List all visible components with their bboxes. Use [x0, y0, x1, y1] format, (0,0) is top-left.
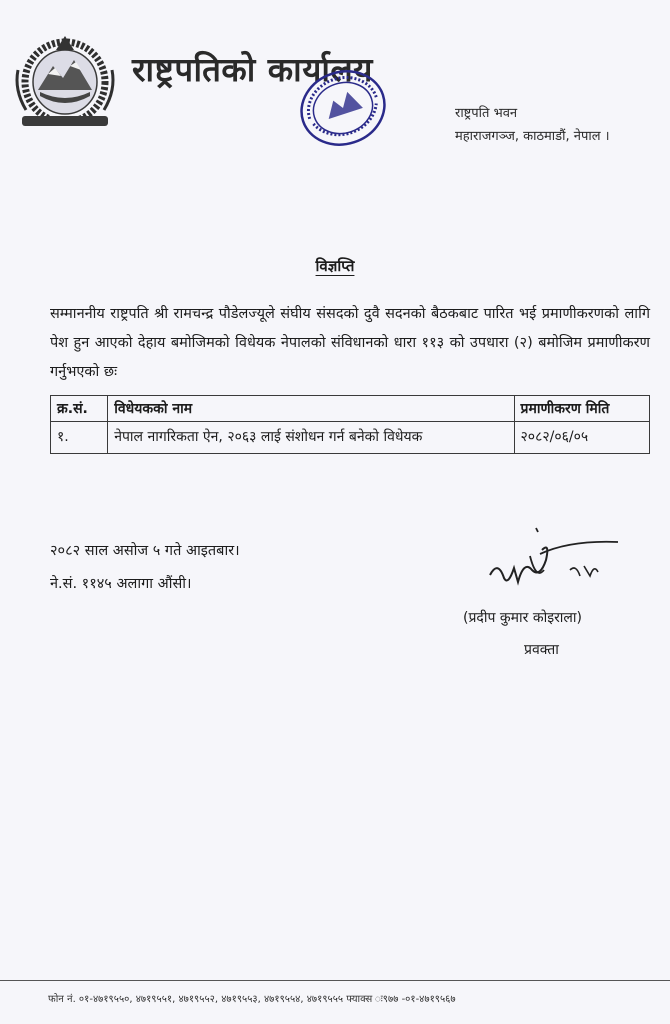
address-line-1: राष्ट्रपति भवन [455, 106, 518, 121]
column-header-bill-name: विधेयकको नाम [108, 396, 514, 422]
cell-bill-name: नेपाल नागरिकता ऐन, २०६३ लाई संशोधन गर्न बनेको विधेयक [108, 422, 514, 454]
date-bikram-sambat: २०८२ साल असोज ५ गते आइतबार। [50, 543, 240, 559]
address-line-2: महाराजगञ्ज, काठमाडौं, नेपाल । [455, 129, 610, 144]
notice-heading-text: विज्ञप्ति [315, 257, 355, 275]
nepal-emblem-icon [8, 30, 122, 130]
footer-contact: फोन नं. ०१-४७१९५५०, ४७१९५५१, ४७१९५५२, ४७१९५५३, ४७१९५५४, ४७१९५५५ फ्याक्स ः९७७ -०१-४७१९५६७ [48, 994, 456, 1005]
notice-body: सम्माननीय राष्ट्रपति श्री रामचन्द्र पौडेलज्यूले संघीय संसदको दुवै सदनको बैठकबाट पारित भई प्रमाणीकरणको लागि पेश हुन आएको देहाय बमोजिमको विधेयक नेपालको संविधानको धारा ११३ को उपधारा (२) बमोजिम प्रमाणीकरण गर्नुभएको छः [50, 306, 650, 380]
table-row [51, 422, 650, 454]
bills-table [50, 395, 650, 454]
office-name: राष्ट्रपतिको कार्यालय [132, 50, 373, 89]
office-stamp-icon [296, 68, 390, 148]
signatory-name: (प्रदीप कुमार कोइराला) [463, 610, 582, 626]
handwritten-signature-icon [480, 520, 630, 600]
table-header-row [51, 396, 650, 422]
column-header-serial: क्र.सं. [51, 396, 108, 422]
notice-heading [0, 256, 670, 276]
column-header-certification-date: प्रमाणीकरण मिति [514, 396, 649, 422]
cell-serial: १. [51, 422, 108, 454]
cell-certification-date: २०८२/०६/०५ [514, 422, 649, 454]
date-nepal-sambat: ने.सं. ११४५ अलागा औंसी। [50, 576, 192, 592]
signatory-title: प्रवक्ता [524, 642, 559, 658]
footer-divider [0, 980, 670, 981]
